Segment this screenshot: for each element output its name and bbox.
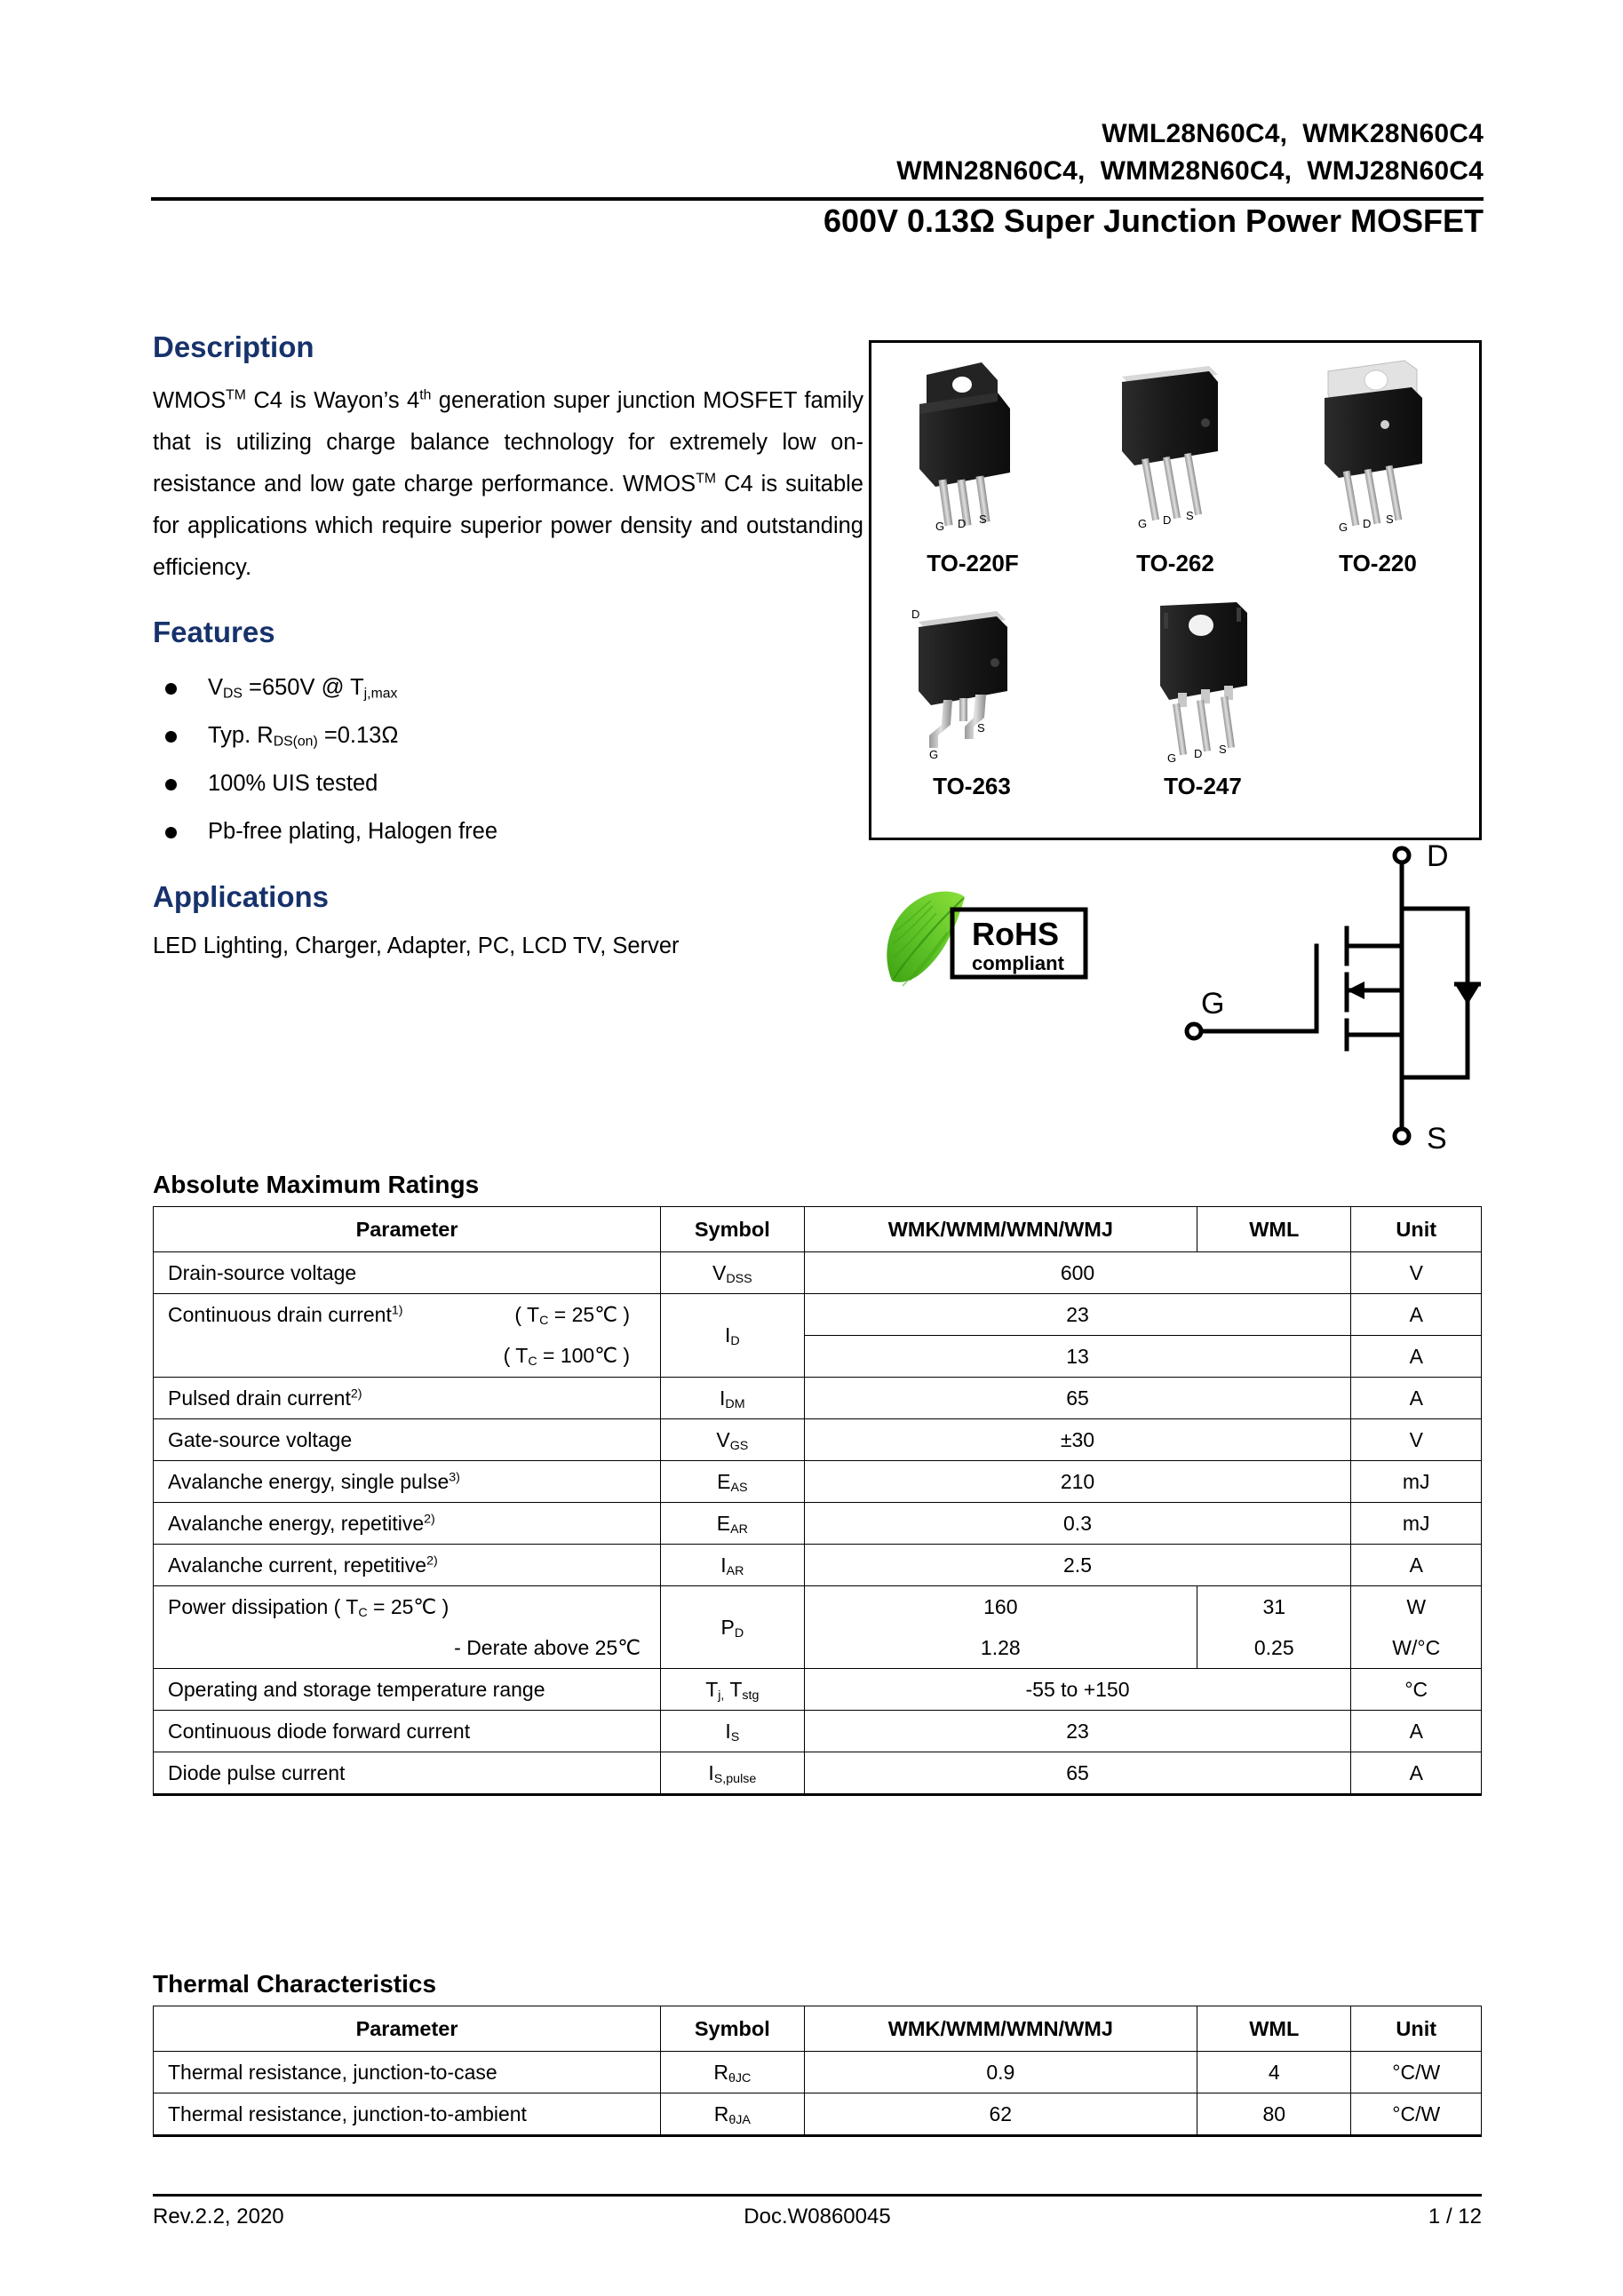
row-value-wml: 0.25 [1197, 1627, 1351, 1669]
row-value-wmk: 210 [804, 1461, 1351, 1503]
row-symbol: $V_{GS}$ [661, 1419, 804, 1461]
header-divider [151, 197, 1484, 201]
row-symbol: $I_{AR}$ [661, 1545, 804, 1586]
absolute-max-ratings-table [153, 1206, 1482, 1796]
package-to-220f-image [879, 355, 1066, 546]
row-unit: V [1351, 1419, 1482, 1461]
absolute-max-ratings-heading: Absolute Maximum Ratings [153, 1171, 480, 1198]
table-row [154, 1336, 1482, 1378]
table-row [154, 2052, 1482, 2093]
row-symbol: $I_{DM}$ [661, 1378, 804, 1419]
bullet-icon [165, 683, 177, 695]
col-wml: WML [1197, 2006, 1351, 2052]
row-symbol: $E_{AS}$ [661, 1461, 804, 1503]
feature-item-uis [153, 759, 863, 807]
row-unit: A [1351, 1752, 1482, 1795]
row-value-wmk: 62 [804, 2093, 1197, 2136]
footer-divider [153, 2194, 1482, 2197]
package-label: TO-220 [1339, 550, 1417, 576]
table-row [154, 1252, 1482, 1294]
svg-text:G: G [929, 748, 939, 761]
row-value-wmk: 160 [804, 1586, 1197, 1628]
row-parameter: Pulsed drain current$^{2)}$ [154, 1378, 661, 1419]
package-to-220 [1285, 355, 1471, 577]
package-to-220f [879, 355, 1066, 577]
svg-text:G: G [935, 520, 945, 533]
svg-text:S: S [1219, 743, 1227, 756]
row-symbol: $P_D$ [661, 1586, 804, 1669]
svg-text:D: D [1163, 513, 1172, 527]
svg-text:S: S [977, 721, 985, 735]
rohs-subtitle: compliant [972, 952, 1064, 974]
svg-text:G: G [1339, 520, 1349, 533]
feature-item-rdson: Typ. $R_{DS(on)} =0.13\Omega$ [153, 711, 863, 759]
row-symbol: $R_{\theta JA}$ [661, 2093, 804, 2136]
row-value-wmk: 0.3 [804, 1503, 1351, 1545]
row-parameter: ( $T_C$ = 100℃ ) [154, 1336, 661, 1378]
row-value-wmk: 65 [804, 1752, 1351, 1795]
table-header-row [154, 2006, 1482, 2052]
package-to-220-image [1285, 355, 1471, 546]
bullet-icon [165, 779, 177, 790]
row-parameter: Diode pulse current [154, 1752, 661, 1795]
row-value-wml: 31 [1197, 1586, 1351, 1628]
rohs-logo [876, 888, 1142, 995]
row-parameter: Avalanche current, repetitive$^{2)}$ [154, 1545, 661, 1586]
feature-item-vds: $V_{DS} =650V$ @ $T_{j,max}$ [153, 663, 863, 711]
package-to-262-image [1082, 355, 1269, 546]
svg-text:D: D [1363, 517, 1372, 530]
row-symbol: $V_{DSS}$ [661, 1252, 804, 1294]
row-unit: A [1351, 1294, 1482, 1336]
package-to-263-image [879, 600, 1065, 769]
row-unit: V [1351, 1252, 1482, 1294]
col-wmk: WMK/WMM/WMN/WMJ [804, 1207, 1197, 1252]
row-parameter: Gate-source voltage [154, 1419, 661, 1461]
symbol-source-label: S [1427, 1122, 1447, 1156]
row-value-wmk: 1.28 [804, 1627, 1197, 1669]
row-symbol: $I_S$ [661, 1711, 804, 1752]
left-column [153, 330, 863, 964]
package-to-263 [879, 600, 1065, 800]
footer-doc-number: Doc.W0860045 [744, 2205, 891, 2228]
absolute-max-ratings-section [153, 1171, 1482, 1796]
col-parameter: Parameter [154, 2006, 661, 2052]
row-parameter: Continuous drain current$^{1)}$ ( $T_C$ = 25℃ ) [154, 1294, 661, 1336]
rohs-title: RoHS [972, 916, 1059, 952]
svg-text:D: D [911, 608, 920, 621]
row-value-wmk: 13 [804, 1336, 1351, 1378]
table-row [154, 1503, 1482, 1545]
row-unit: A [1351, 1545, 1482, 1586]
row-parameter: Continuous diode forward current [154, 1711, 661, 1752]
col-wml: WML [1197, 1207, 1351, 1252]
package-label: TO-263 [933, 773, 1011, 799]
row-unit: °C/W [1351, 2093, 1482, 2136]
feature-label: 100% UIS tested [208, 771, 378, 796]
thermal-characteristics-section [153, 1970, 1482, 2137]
bullet-icon [165, 827, 177, 838]
thermal-characteristics-table [153, 2006, 1482, 2137]
svg-text:S: S [1386, 512, 1394, 526]
package-to-247 [1110, 600, 1296, 800]
row-parameter: Avalanche energy, repetitive$^{2)}$ [154, 1503, 661, 1545]
col-wmk: WMK/WMM/WMN/WMJ [804, 2006, 1197, 2052]
part-number-line-1: WML28N60C4, WMK28N60C4 [1102, 119, 1484, 148]
svg-text:S: S [979, 512, 987, 526]
row-symbol: $I_D$ [661, 1294, 804, 1378]
col-symbol: Symbol [661, 2006, 804, 2052]
row-unit: °C [1351, 1669, 1482, 1711]
table-row [154, 1545, 1482, 1586]
table-row [154, 1294, 1482, 1336]
package-image-box [869, 340, 1482, 840]
table-row [154, 1627, 1482, 1669]
row-value-wmk: ±30 [804, 1419, 1351, 1461]
table-header-row [154, 1207, 1482, 1252]
document-header [151, 115, 1484, 201]
svg-text:G: G [1167, 751, 1177, 765]
package-label: TO-220F [927, 550, 1019, 576]
row-symbol: $T_{j,}$ $T_{stg}$ [661, 1669, 804, 1711]
row-symbol: $R_{\theta JC}$ [661, 2052, 804, 2093]
part-number-line-2: WMN28N60C4, WMM28N60C4, WMJ28N60C4 [896, 156, 1484, 186]
row-unit: A [1351, 1378, 1482, 1419]
row-parameter: Drain-source voltage [154, 1252, 661, 1294]
table-row [154, 1711, 1482, 1752]
page-title: 600V 0.13Ω Super Junction Power MOSFET [823, 203, 1484, 239]
body-diode-icon [1456, 986, 1479, 1005]
col-unit: Unit [1351, 2006, 1482, 2052]
description-heading: Description [153, 330, 314, 363]
channel-arrow-icon [1347, 981, 1364, 999]
symbol-gate-label: G [1201, 987, 1225, 1021]
row-parameter: Operating and storage temperature range [154, 1669, 661, 1711]
features-list [153, 663, 863, 855]
package-to-247-image [1110, 600, 1296, 769]
row-value-wmk: 2.5 [804, 1545, 1351, 1586]
table-row [154, 1419, 1482, 1461]
row-parameter: Avalanche energy, single pulse$^{3)}$ [154, 1461, 661, 1503]
footer-page-number: 1 / 12 [1428, 2205, 1482, 2228]
table-row [154, 2093, 1482, 2136]
row-symbol: $I_{S,pulse}$ [661, 1752, 804, 1795]
col-parameter: Parameter [154, 1207, 661, 1252]
row-symbol: $E_{AR}$ [661, 1503, 804, 1545]
row-value-wmk: 65 [804, 1378, 1351, 1419]
package-to-262 [1082, 355, 1269, 577]
applications-heading: Applications [153, 880, 330, 913]
row-value-wml: 80 [1197, 2093, 1351, 2136]
table-row [154, 1669, 1482, 1711]
row-parameter: Power dissipation ( $T_C$ = 25℃ ) [154, 1586, 661, 1628]
row-value-wml: 4 [1197, 2052, 1351, 2093]
package-row-bottom [879, 600, 1296, 800]
description-body: WMOS™ C4 is Wayon’s 4th generation super junction MOSFET family that is utilizing charge balance technology for extremely low on-resistance and low gate charge performance. WMOS™ C4 is suitable for applications which require superior power density and outstanding efficiency. [153, 387, 863, 580]
table-row [154, 1378, 1482, 1419]
col-symbol: Symbol [661, 1207, 804, 1252]
row-value-wmk: 23 [804, 1294, 1351, 1336]
row-unit: W [1351, 1586, 1482, 1628]
row-value-wmk: 0.9 [804, 2052, 1197, 2093]
package-label: TO-247 [1164, 773, 1242, 799]
feature-label: Pb-free plating, Halogen free [208, 819, 498, 844]
table-row [154, 1586, 1482, 1628]
table-row [154, 1752, 1482, 1795]
svg-text:D: D [958, 517, 967, 530]
svg-text:G: G [1138, 517, 1148, 530]
package-label: TO-262 [1136, 550, 1214, 576]
row-parameter: Thermal resistance, junction-to-case [154, 2052, 661, 2093]
footer-revision: Rev.2.2, 2020 [153, 2205, 284, 2228]
row-unit: A [1351, 1711, 1482, 1752]
svg-text:S: S [1186, 509, 1194, 522]
row-value-wmk: 600 [804, 1252, 1351, 1294]
col-unit: Unit [1351, 1207, 1482, 1252]
mosfet-symbol [1181, 839, 1492, 1159]
applications-body: LED Lighting, Charger, Adapter, PC, LCD TV, Server [153, 933, 680, 958]
row-parameter: Thermal resistance, junction-to-ambient [154, 2093, 661, 2136]
row-unit: W/°C [1351, 1627, 1482, 1669]
row-parameter: - Derate above 25℃ [154, 1627, 661, 1669]
row-value-wmk: 23 [804, 1711, 1351, 1752]
package-row-top [871, 355, 1479, 577]
symbol-drain-label: D [1427, 839, 1449, 873]
row-unit: mJ [1351, 1461, 1482, 1503]
bullet-icon [165, 731, 177, 743]
row-unit: °C/W [1351, 2052, 1482, 2093]
feature-item-pbfree [153, 807, 863, 855]
svg-text:D: D [1194, 747, 1203, 760]
thermal-characteristics-heading: Thermal Characteristics [153, 1970, 437, 1998]
row-unit: mJ [1351, 1503, 1482, 1545]
row-unit: A [1351, 1336, 1482, 1378]
page-footer [153, 2194, 1482, 2229]
table-row [154, 1461, 1482, 1503]
features-heading: Features [153, 616, 275, 648]
row-value-wmk: -55 to +150 [804, 1669, 1351, 1711]
